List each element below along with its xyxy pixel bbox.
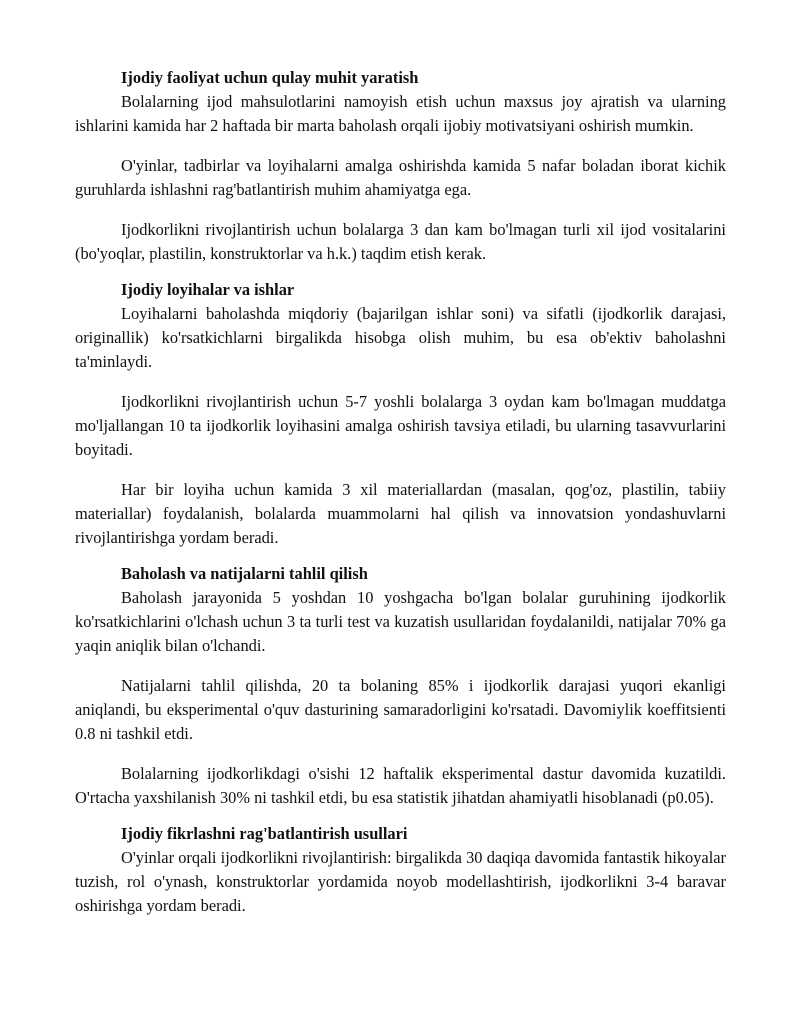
paragraph: Ijodkorlikni rivojlantirish uchun 5-7 yoshli bolalarga 3 oydan kam bo'lmagan muddatga mo'ljallangan 10 ta ijodkorlik loyihasini amalga oshirish tavsiya etiladi, bu ularning tasavvurlarini boyitadi. — [75, 392, 726, 459]
paragraph: Baholash jarayonida 5 yoshdan 10 yoshgacha bo'lgan bolalar guruhining ijodkorlik ko'rsatkichlarini o'lchash uchun 3 ta turli test va kuzatish usullaridan foydalanildi, natijalar 70% ga yaqin aniqlik bilan o'lchandi. — [75, 588, 726, 655]
section-creative-environment — [75, 66, 726, 266]
paragraph: Bolalarning ijod mahsulotlarini namoyish etish uchun maxsus joy ajratish va ularning ishlarini kamida har 2 haftada bir marta baholash orqali ijobiy motivatsiyani oshirish mumkin. — [75, 92, 726, 135]
paragraph: O'yinlar orqali ijodkorlikni rivojlantirish: birgalikda 30 daqiqa davomida fantastik hikoyalar tuzish, rol o'ynash, konstruktorlar yordamida noyob modellashtirish, ijodkorlikni 3-4 baravar oshirishga yordam beradi. — [75, 848, 726, 915]
section-heading: Ijodiy fikrlashni rag'batlantirish usullari — [121, 824, 408, 843]
paragraph: Loyihalarni baholashda miqdoriy (bajarilgan ishlar soni) va sifatli (ijodkorlik darajasi, originallik) ko'rsatkichlarni birgalikda hisobga olish muhim, bu esa ob'ektiv baholashni ta'minlaydi. — [75, 304, 726, 371]
paragraph: Natijalarni tahlil qilishda, 20 ta bolaning 85% i ijodkorlik darajasi yuqori ekanligi aniqlandi, bu eksperimental o'quv dasturining samaradorligini ko'rsatadi. Davomiylik koeffitsienti 0.8 ni tashkil etdi. — [75, 676, 726, 743]
paragraph: Har bir loyiha uchun kamida 3 xil materiallardan (masalan, qog'oz, plastilin, tabiiy materiallar) foydalanish, bolalarda muammolarni hal qilish va innovatsion yondashuvlarni rivojlantirishga yordam beradi. — [75, 480, 726, 547]
paragraph: Bolalarning ijodkorlikdagi o'sishi 12 haftalik eksperimental dastur davomida kuzatildi. O'rtacha yaxshilanish 30% ni tashkil etdi, bu esa statistik jihatdan ahamiyatli hisoblanadi (p0.05). — [75, 764, 726, 807]
section-heading: Baholash va natijalarni tahlil qilish — [121, 564, 368, 583]
section-evaluation-analysis — [75, 562, 726, 810]
paragraph: O'yinlar, tadbirlar va loyihalarni amalga oshirishda kamida 5 nafar boladan iborat kichik guruhlarda ishlashni rag'batlantirish muhim ahamiyatga ega. — [75, 156, 726, 199]
section-heading: Ijodiy faoliyat uchun qulay muhit yaratish — [121, 68, 419, 87]
section-creative-thinking-methods — [75, 822, 726, 918]
section-creative-projects — [75, 278, 726, 550]
paragraph: Ijodkorlikni rivojlantirish uchun bolalarga 3 dan kam bo'lmagan turli xil ijod vositalarini (bo'yoqlar, plastilin, konstruktorlar va h.k.) taqdim etish kerak. — [75, 220, 726, 263]
section-heading: Ijodiy loyihalar va ishlar — [121, 280, 295, 299]
document-page — [75, 66, 726, 918]
